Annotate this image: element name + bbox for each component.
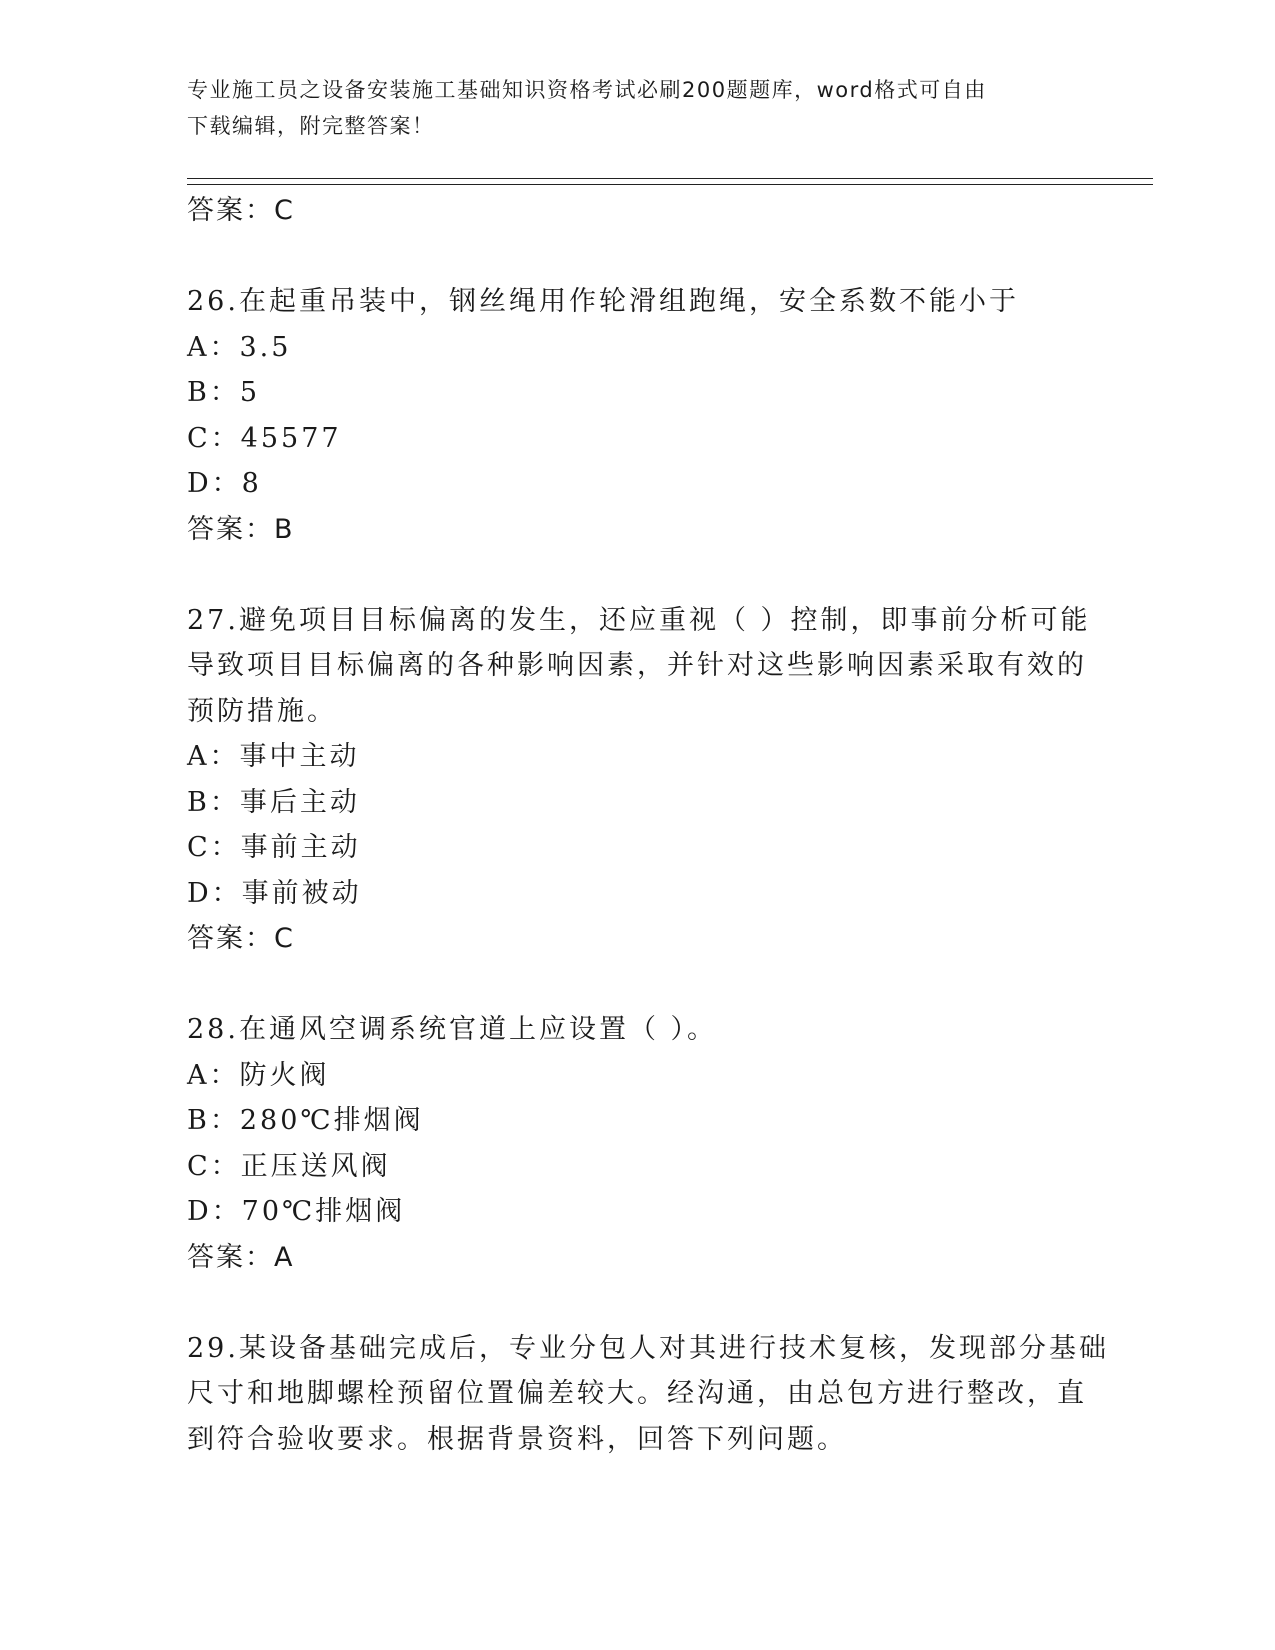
question-27 xyxy=(187,598,1091,962)
option-c: C：事前主动 xyxy=(187,832,361,863)
question-text: 导致项目目标偏离的各种影响因素，并针对这些影响因素采取有效的 xyxy=(187,650,1087,681)
header-line-2: 下载编辑，附完整答案！ xyxy=(187,114,435,138)
question-text: 28.在通风空调系统官道上应设置（ ）。 xyxy=(187,1014,718,1045)
spacer xyxy=(187,1280,1087,1326)
question-28 xyxy=(187,1007,1087,1280)
option-d: D：8 xyxy=(187,468,262,499)
question-text: 到符合验收要求。根据背景资料，回答下列问题。 xyxy=(187,1423,847,1455)
answer-28: 答案：A xyxy=(187,1241,295,1273)
option-b: B：5 xyxy=(187,377,261,408)
question-text: 27.避免项目目标偏离的发生，还应重视（ ）控制，即事前分析可能 xyxy=(187,604,1091,636)
option-b: B：事后主动 xyxy=(187,786,360,818)
option-d: D：事前被动 xyxy=(187,877,362,909)
spacer xyxy=(187,552,1087,598)
header-rule-bottom xyxy=(187,184,1153,185)
option-a: A：事中主动 xyxy=(187,741,360,772)
option-c: C：正压送风阀 xyxy=(187,1150,391,1182)
question-26 xyxy=(187,279,1087,552)
header-rule-top xyxy=(187,178,1153,179)
question-text: 预防措施。 xyxy=(187,695,337,727)
question-text: 尺寸和地脚螺栓预留位置偏差较大。经沟通，由总包方进行整改，直 xyxy=(187,1378,1087,1409)
question-text: 29.某设备基础完成后，专业分包人对其进行技术复核，发现部分基础 xyxy=(187,1332,1109,1364)
option-b: B：280℃排烟阀 xyxy=(187,1105,424,1136)
option-a: A：3.5 xyxy=(187,331,292,363)
question-text: 26.在起重吊装中，钢丝绳用作轮滑组跑绳，安全系数不能小于 xyxy=(187,286,1019,317)
option-a: A：防火阀 xyxy=(187,1059,330,1091)
document-header xyxy=(187,72,1067,144)
spacer xyxy=(187,234,1087,280)
answer-27: 答案：C xyxy=(187,923,295,954)
answer-26: 答案：B xyxy=(187,513,295,545)
document-body xyxy=(187,188,1109,1462)
question-29 xyxy=(187,1326,1109,1463)
answer-25: 答案：C xyxy=(187,195,295,226)
option-c: C：45577 xyxy=(187,422,342,454)
spacer xyxy=(187,962,1087,1008)
option-d: D：70℃排烟阀 xyxy=(187,1196,406,1227)
header-line-1: 专业施工员之设备安装施工基础知识资格考试必刷200题题库，word格式可自由 xyxy=(187,78,987,102)
